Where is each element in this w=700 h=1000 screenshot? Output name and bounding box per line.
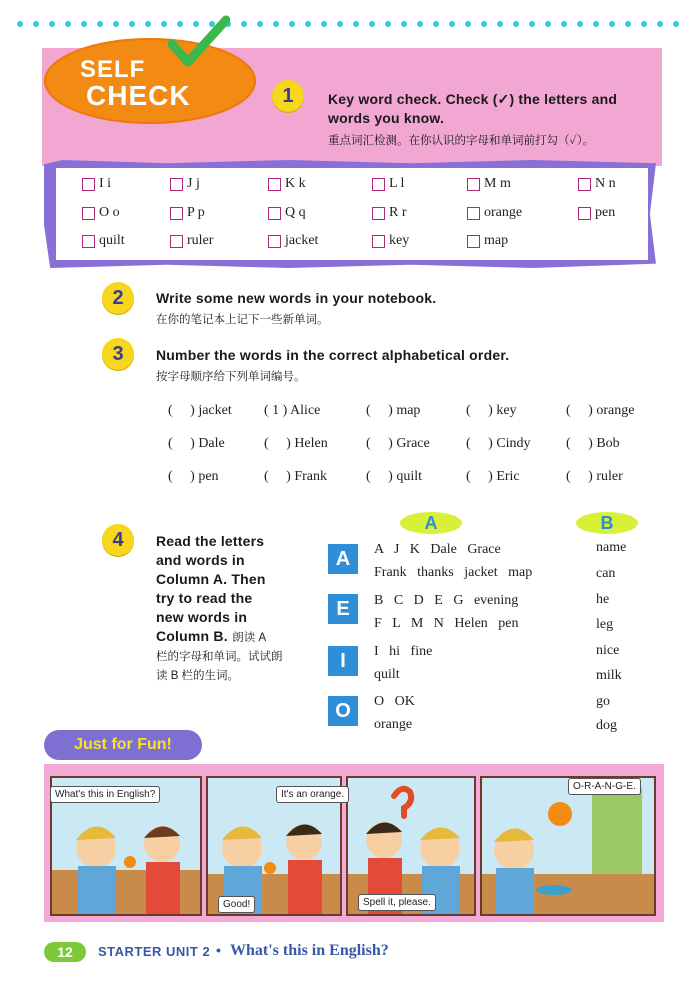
column-b-word: leg <box>596 617 614 632</box>
checkbox[interactable] <box>268 207 281 220</box>
order-item[interactable]: ( ) jacket <box>168 403 232 418</box>
check-item[interactable]: pen <box>578 205 615 221</box>
speech-bubble: What's this in English? <box>50 786 160 803</box>
check-item[interactable]: K k <box>268 176 306 192</box>
checkbox[interactable] <box>170 178 183 191</box>
section-number-3: 3 <box>102 338 134 370</box>
section4-instruction: Read the letters and words in Column A. Then try to read the new words in Column B. 朗读 A 栏的字母和单词。试试朗 读 B 栏的生词。 <box>156 533 283 682</box>
footer-title: What's this in English? <box>230 942 389 959</box>
section3-instruction: Number the words in the correct alphabetical order. <box>156 347 510 363</box>
checkbox[interactable] <box>467 235 480 248</box>
checkbox[interactable] <box>170 207 183 220</box>
page-number: 12 <box>44 942 86 962</box>
checkbox[interactable] <box>372 178 385 191</box>
column-b-word: nice <box>596 643 620 658</box>
checkbox[interactable] <box>82 178 95 191</box>
word-check-box <box>56 168 648 260</box>
check-item[interactable]: ruler <box>170 233 213 249</box>
section2-instruction: Write some new words in your notebook. <box>156 290 437 306</box>
speech-bubble: O-R-A-N-G-E. <box>568 778 641 795</box>
order-item[interactable]: ( ) Bob <box>566 436 620 451</box>
section-number-4: 4 <box>102 524 134 556</box>
section2-instruction-zh: 在你的笔记本上记下一些新单词。 <box>156 314 329 326</box>
vowel-a: A <box>328 544 358 574</box>
column-a-line: quilt <box>374 667 400 682</box>
column-a-header: A <box>400 512 462 534</box>
self-check-title-self: SELF <box>80 56 146 83</box>
comic-panel-4 <box>480 776 656 916</box>
column-b-word: name <box>596 540 627 555</box>
column-b-word: he <box>596 592 610 607</box>
checkbox[interactable] <box>82 235 95 248</box>
check-item[interactable]: quilt <box>82 233 125 249</box>
check-item[interactable]: I i <box>82 176 111 192</box>
order-item[interactable]: ( ) Eric <box>466 469 520 484</box>
column-b-word: milk <box>596 668 622 683</box>
order-item[interactable]: ( ) orange <box>566 403 635 418</box>
order-item[interactable]: ( ) Cindy <box>466 436 531 451</box>
section-number-1: 1 <box>272 80 304 112</box>
check-item[interactable]: R r <box>372 205 407 221</box>
checkbox[interactable] <box>372 235 385 248</box>
check-item[interactable]: map <box>467 233 508 249</box>
speech-bubble: It's an orange. <box>276 786 349 803</box>
checkbox[interactable] <box>268 178 281 191</box>
column-b-word: can <box>596 566 616 581</box>
column-a-line: F L M N Helen pen <box>374 616 519 631</box>
just-for-fun-banner: Just for Fun! <box>44 730 202 760</box>
column-a-line: B C D E G evening <box>374 593 519 608</box>
column-a-line: A J K Dale Grace <box>374 542 501 557</box>
dotted-border <box>0 0 700 40</box>
column-a-line: Frank thanks jacket map <box>374 565 533 580</box>
speech-bubble: Good! <box>218 896 255 913</box>
checkbox[interactable] <box>467 178 480 191</box>
check-item[interactable]: N n <box>578 176 616 192</box>
check-item[interactable]: Q q <box>268 205 306 221</box>
order-item[interactable]: ( 1 ) Alice <box>264 403 321 418</box>
comic-illustration-4 <box>482 778 654 914</box>
check-item[interactable]: P p <box>170 205 205 221</box>
checkbox[interactable] <box>268 235 281 248</box>
checkbox[interactable] <box>82 207 95 220</box>
footer-bullet: • <box>216 942 221 958</box>
checkbox[interactable] <box>372 207 385 220</box>
checkbox[interactable] <box>578 178 591 191</box>
vowel-i: I <box>328 646 358 676</box>
order-item[interactable]: ( ) quilt <box>366 469 422 484</box>
vowel-o: O <box>328 696 358 726</box>
footer-unit: STARTER UNIT 2 <box>98 944 211 959</box>
check-item[interactable]: key <box>372 233 409 249</box>
speech-bubble: Spell it, please. <box>358 894 436 911</box>
checkbox[interactable] <box>578 207 591 220</box>
column-a-line: orange <box>374 717 413 732</box>
vowel-e: E <box>328 594 358 624</box>
checkbox[interactable] <box>170 235 183 248</box>
order-item[interactable]: ( ) Dale <box>168 436 225 451</box>
column-b-word: go <box>596 694 610 709</box>
check-item[interactable]: M m <box>467 176 511 192</box>
check-item[interactable]: orange <box>467 205 522 221</box>
order-item[interactable]: ( ) ruler <box>566 469 623 484</box>
section1-instruction-zh: 重点词汇检测。在你认识的字母和单词前打勾（✓）。 <box>328 135 595 147</box>
check-item[interactable]: jacket <box>268 233 318 249</box>
column-b-word: dog <box>596 718 617 733</box>
check-item[interactable]: L l <box>372 176 404 192</box>
checkmark-icon <box>168 14 230 70</box>
checkbox[interactable] <box>467 207 480 220</box>
column-b-header: B <box>576 512 638 534</box>
check-item[interactable]: O o <box>82 205 120 221</box>
order-item[interactable]: ( ) pen <box>168 469 219 484</box>
section-number-2: 2 <box>102 282 134 314</box>
order-item[interactable]: ( ) key <box>466 403 517 418</box>
section3-instruction-zh: 按字母顺序给下列单词编号。 <box>156 371 306 383</box>
check-item[interactable]: J j <box>170 176 200 192</box>
order-item[interactable]: ( ) Helen <box>264 436 328 451</box>
order-item[interactable]: ( ) Frank <box>264 469 327 484</box>
order-item[interactable]: ( ) Grace <box>366 436 430 451</box>
order-item[interactable]: ( ) map <box>366 403 421 418</box>
column-a-line: O OK <box>374 694 415 709</box>
self-check-title-check: CHECK <box>86 80 191 111</box>
section1-instruction: Key word check. Check (✓) the letters and words you know. <box>328 91 618 126</box>
column-a-line: I hi fine <box>374 644 433 659</box>
